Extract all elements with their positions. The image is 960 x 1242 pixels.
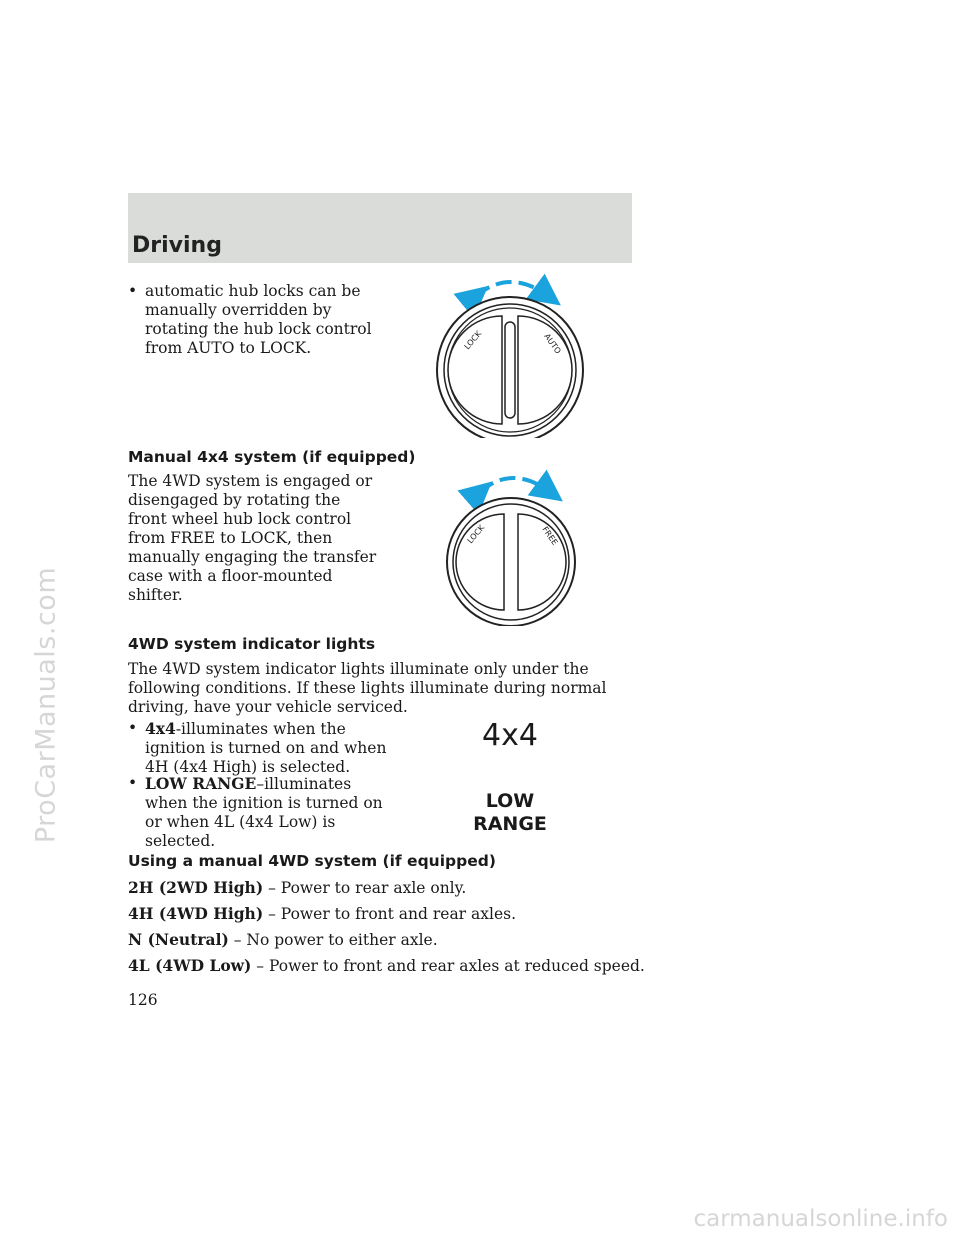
mode-neutral bbox=[128, 930, 438, 950]
indicator-term: 4x4 bbox=[145, 719, 176, 738]
hub-lock-auto-dial bbox=[430, 270, 590, 438]
indicator-item-low-range bbox=[145, 774, 390, 851]
dial-lock-label: LOCK bbox=[462, 329, 484, 352]
mode-desc: – Power to front and rear axles. bbox=[263, 905, 517, 923]
section-header bbox=[128, 193, 632, 263]
low-range-line-1: LOW bbox=[485, 790, 535, 812]
indicator-desc: -illuminates when the ignition is turned on and when 4H (4x4 High) is selected. bbox=[145, 720, 387, 776]
indicator-body: The 4WD system indicator lights illuminate only under the following conditions. If these lights illuminate during normal driving, have your vehicle serviced. bbox=[128, 660, 607, 716]
mode-4h bbox=[128, 904, 516, 924]
dial-lock-label: LOCK bbox=[465, 523, 487, 546]
using-4wd-heading: Using a manual 4WD system (if equipped) bbox=[128, 852, 496, 870]
4x4-indicator-lamp: 4x4 bbox=[482, 718, 538, 753]
bottom-watermark: carmanualsonline.info bbox=[693, 1206, 948, 1232]
rotation-arrow-icon bbox=[476, 282, 548, 296]
bullet-dot: • bbox=[128, 774, 138, 792]
indicator-desc: –illuminates when the ignition is turned on or when 4L (4x4 Low) is selected. bbox=[145, 775, 383, 850]
low-range-indicator-lamp bbox=[448, 790, 572, 836]
section-title: Driving bbox=[132, 233, 222, 258]
mode-2h bbox=[128, 878, 466, 898]
page-number: 126 bbox=[128, 991, 158, 1009]
low-range-line-2: RANGE bbox=[473, 813, 547, 835]
side-watermark bbox=[0, 0, 60, 1242]
dial-auto-label: AUTO bbox=[542, 331, 563, 356]
mode-4l bbox=[128, 956, 645, 976]
rotation-arrow-icon bbox=[480, 478, 550, 492]
bullet-dot: • bbox=[128, 282, 138, 300]
mode-term: N (Neutral) bbox=[128, 930, 229, 949]
mode-term: 4L (4WD Low) bbox=[128, 956, 252, 975]
bullet-dot: • bbox=[128, 719, 138, 737]
mode-term: 4H (4WD High) bbox=[128, 904, 264, 923]
intro-bullet-text: automatic hub locks can be manually overridden by rotating the hub lock control from AUTO to LOCK. bbox=[145, 282, 372, 357]
mode-desc: – No power to either axle. bbox=[228, 931, 438, 949]
indicator-heading: 4WD system indicator lights bbox=[128, 635, 376, 653]
side-watermark-text: ProCarManuals.com bbox=[30, 566, 62, 844]
manual-4x4-body: The 4WD system is engaged or disengaged by rotating the front wheel hub lock control from FREE to LOCK, then manually engaging the transfer case with a floor-mounted shifter. bbox=[128, 472, 377, 604]
mode-desc: – Power to rear axle only. bbox=[263, 879, 467, 897]
manual-4x4-heading: Manual 4x4 system (if equipped) bbox=[128, 448, 416, 466]
mode-desc: – Power to front and rear axles at reduced speed. bbox=[251, 957, 645, 975]
dial-free-label: FREE bbox=[540, 524, 560, 547]
hub-lock-free-dial bbox=[436, 466, 586, 626]
indicator-item-4x4 bbox=[145, 719, 390, 777]
indicator-term: LOW RANGE bbox=[145, 774, 257, 793]
mode-term: 2H (2WD High) bbox=[128, 878, 264, 897]
